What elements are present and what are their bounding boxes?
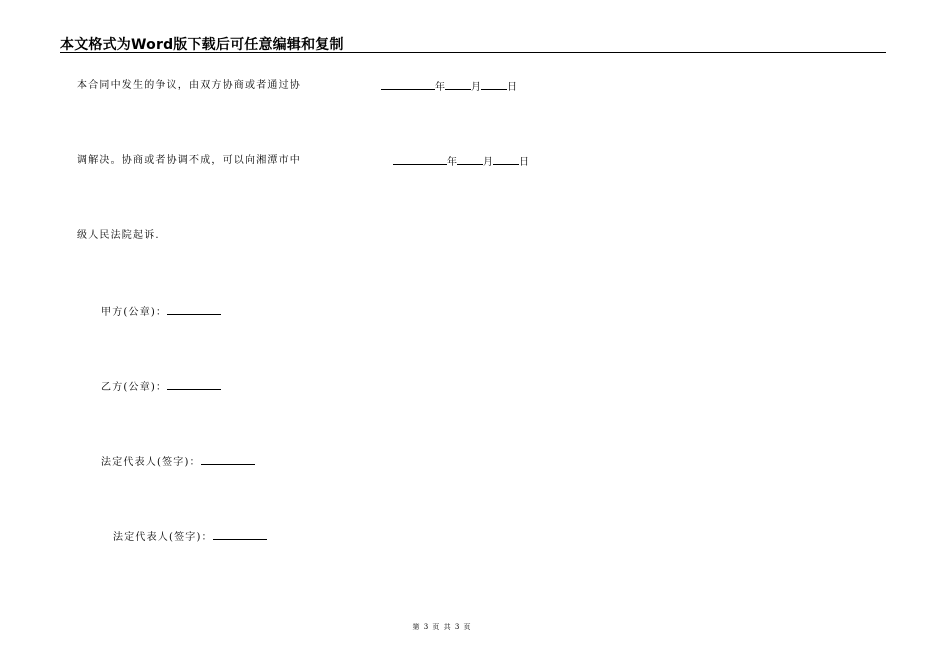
date-year-blank[interactable]	[393, 154, 447, 165]
header-title: 本文格式为Word版下载后可任意编辑和复制	[60, 37, 344, 53]
signature-party-b	[101, 379, 221, 395]
signature-blank[interactable]	[213, 529, 267, 540]
date-year-unit: 年	[447, 157, 457, 168]
date-month-unit: 月	[471, 82, 481, 93]
date-year-blank[interactable]	[381, 79, 435, 90]
date-year-unit: 年	[435, 82, 445, 93]
paragraph-line-2: 调解决。协商或者协调不成，可以向湘潭市中	[77, 155, 301, 166]
page-footer: 第 3 页 共 3 页	[412, 623, 472, 631]
signature-label: 甲方(公章)：	[101, 307, 168, 318]
date-day-unit: 日	[519, 157, 529, 168]
signature-label: 法定代表人(签字)：	[113, 532, 213, 543]
date-field-1	[381, 79, 517, 95]
signature-legal-rep-2	[113, 529, 267, 545]
date-month-blank[interactable]	[457, 154, 483, 165]
signature-blank[interactable]	[201, 454, 255, 465]
signature-label: 法定代表人(签字)：	[101, 457, 201, 468]
date-day-blank[interactable]	[493, 154, 519, 165]
date-field-2	[393, 154, 529, 170]
date-month-unit: 月	[483, 157, 493, 168]
date-day-unit: 日	[507, 82, 517, 93]
signature-legal-rep-1	[101, 454, 255, 470]
signature-blank[interactable]	[167, 379, 221, 390]
signature-party-a	[101, 304, 221, 320]
signature-label: 乙方(公章)：	[101, 382, 168, 393]
paragraph-line-3: 级人民法院起诉.	[77, 230, 160, 241]
date-day-blank[interactable]	[481, 79, 507, 90]
header-rule	[60, 52, 886, 53]
signature-blank[interactable]	[167, 304, 221, 315]
date-month-blank[interactable]	[445, 79, 471, 90]
paragraph-line-1: 本合同中发生的争议，由双方协商或者通过协	[77, 80, 301, 91]
